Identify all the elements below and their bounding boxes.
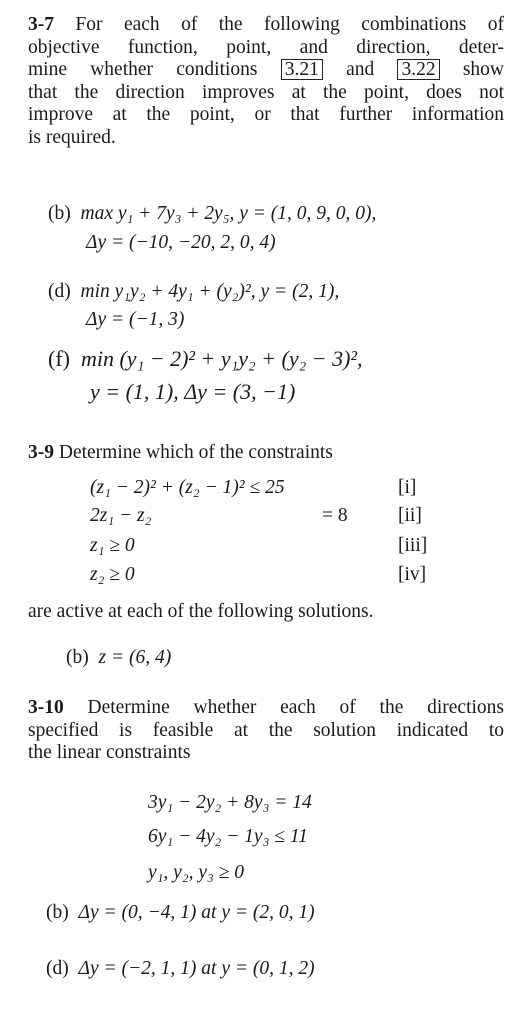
problem-3-7-text: 3-7 For each of the following combinations of objective function, point, and direction, deter- mine whether conditions 3.21 and 3.22 show that the direction improves at the point, does not improve at the point, or that further information is required. [28,14,505,148]
problem-3-7-item-f-point: y = (1, 1), Δy = (3, −1) [90,379,296,404]
ref-3-22-box: 3.22 [397,59,439,80]
problem-3-10-text: 3-10 Determine whether each of the directions specified is feasible at the solution indicated to the linear constraints [28,697,504,763]
constraint-i-tag: [i] [398,477,417,498]
problem-3-9-item-b: (b) z = (6, 4) [66,647,172,668]
constraint-iii-tag: [iii] [398,535,428,556]
problem-3-9-label: 3-9 [28,442,54,463]
constraint-ii-rhs: = 8 [322,505,348,526]
linear-constraint-1: 3y₁ − 2y₂ + 8y₃ = 14 [148,792,312,813]
problem-3-7-item-b-direction: Δy = (−10, −20, 2, 0, 4) [86,232,276,253]
problem-3-9-intro: 3-9 Determine which of the constraints [28,442,333,463]
constraint-iii: z₁ ≥ 0 [90,535,135,556]
problem-3-7-item-f: (f) min (y₁ − 2)² + y₁y₂ + (y₂ − 3)², [48,346,363,371]
constraint-ii: 2z₁ − z₂ [90,505,152,526]
constraint-iv-tag: [iv] [398,564,427,585]
constraint-i: (z₁ − 2)² + (z₂ − 1)² ≤ 25 [90,477,285,498]
problem-3-9-outro: are active at each of the following solutions. [28,601,374,622]
problem-3-10-item-b: (b) Δy = (0, −4, 1) at y = (2, 0, 1) [46,902,315,923]
ref-3-21-box: 3.21 [281,59,323,80]
problem-3-7-item-b: (b) max y₁ + 7y₃ + 2y₅, y = (1, 0, 9, 0, 0), [48,203,377,224]
constraint-ii-tag: [ii] [398,505,422,526]
problem-3-10-label: 3-10 [28,697,64,718]
linear-constraint-2: 6y₁ − 4y₂ − 1y₃ ≤ 11 [148,826,308,847]
problem-3-7-item-d: (d) min y₁y₂ + 4y₁ + (y₂)², y = (2, 1), [48,281,340,302]
constraint-iv: z₂ ≥ 0 [90,564,135,585]
problem-3-10-item-d: (d) Δy = (−2, 1, 1) at y = (0, 1, 2) [46,958,315,979]
linear-constraint-3: y₁, y₂, y₃ ≥ 0 [148,862,245,883]
problem-3-7-label: 3-7 [28,14,54,35]
problem-3-7-item-d-direction: Δy = (−1, 3) [86,309,185,330]
